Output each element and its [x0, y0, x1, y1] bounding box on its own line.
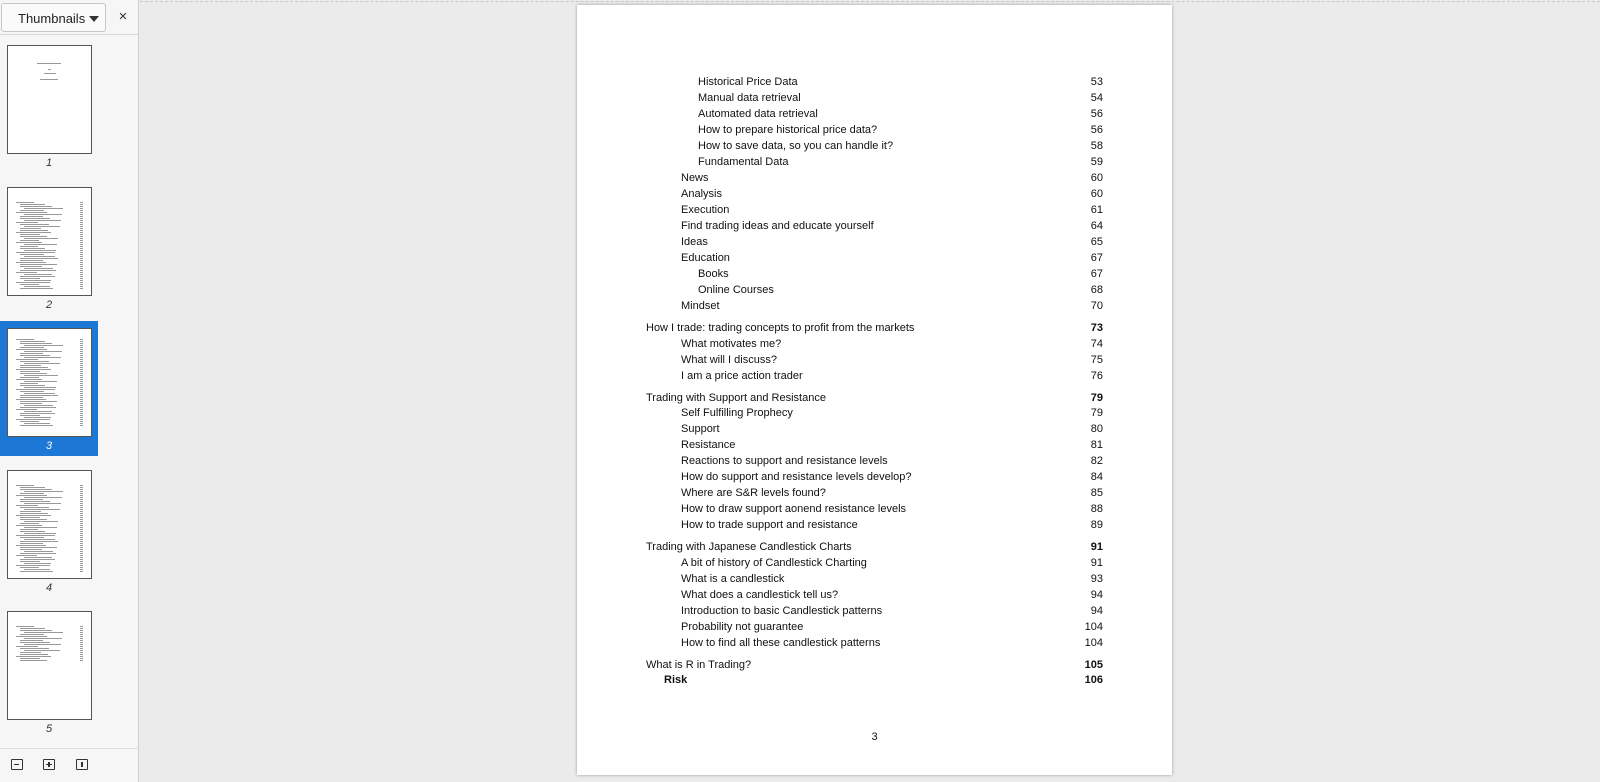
toc-entry[interactable] — [577, 674, 1172, 690]
toc-entry-title: Risk — [664, 674, 688, 686]
toc-entry-page: 94 — [1090, 604, 1103, 617]
toc-entry-page: 104 — [1084, 620, 1103, 633]
toc-entry-page: 73 — [1090, 322, 1103, 334]
thumbnail-image — [7, 611, 92, 720]
thumbnail-image — [7, 45, 92, 154]
toc-entry-page: 91 — [1090, 541, 1103, 553]
toc-entry-page: 93 — [1090, 572, 1103, 585]
toc-entry-title: Automated data retrieval — [698, 108, 818, 120]
toc-entry-title: Online Courses — [698, 284, 774, 296]
toc-entry[interactable] — [577, 188, 1172, 204]
toc-entry[interactable] — [577, 140, 1172, 156]
thumbnail-page-number: 2 — [45, 298, 53, 311]
toc-entry[interactable] — [577, 108, 1172, 124]
chevron-down-icon — [89, 16, 99, 22]
toc-entry-title: Reactions to support and resistance levels — [681, 455, 888, 467]
toc-entry[interactable] — [577, 605, 1172, 621]
toc-entry[interactable] — [577, 573, 1172, 589]
toc-entry-title: Trading with Japanese Candlestick Charts — [646, 541, 852, 553]
toc-entry[interactable] — [577, 659, 1172, 675]
thumbnail-page-number: 5 — [45, 723, 53, 735]
thumbnail-list — [0, 36, 139, 746]
toc-entry-page: 56 — [1090, 108, 1103, 120]
toc-entry-page: 65 — [1090, 236, 1103, 248]
toc-entry-page: 84 — [1090, 471, 1103, 483]
toc-entry-page: 80 — [1090, 423, 1103, 435]
toc-entry[interactable] — [577, 156, 1172, 172]
toc-entry-page: 105 — [1084, 658, 1103, 671]
toc-entry[interactable] — [577, 92, 1172, 108]
toc-entry-title: News — [681, 172, 709, 184]
document-page — [577, 5, 1172, 775]
toc-entry[interactable] — [577, 589, 1172, 605]
toc-entry-title: What motivates me? — [681, 337, 782, 350]
toc-entry-page: 79 — [1090, 407, 1103, 419]
toc-entry-title: How to find all these candlestick patterns — [681, 636, 881, 649]
toc-entry-title: Mindset — [681, 300, 720, 312]
thumbnail-page[interactable] — [0, 38, 98, 173]
toc-entry[interactable] — [577, 354, 1172, 370]
thumbnail-page[interactable] — [0, 321, 98, 456]
toc-entry-page: 59 — [1090, 156, 1103, 168]
toc-entry[interactable] — [577, 236, 1172, 252]
toc-entry-title: Education — [681, 252, 730, 264]
sidebar — [0, 0, 139, 782]
toc-entry[interactable] — [577, 621, 1172, 637]
toc-entry[interactable] — [577, 370, 1172, 386]
toc-entry[interactable] — [577, 300, 1172, 316]
sidebar-mode-label: Thumbnails — [18, 11, 86, 26]
toc-entry-title: Analysis — [681, 188, 722, 200]
toc-entry-title: What is a candlestick — [681, 572, 785, 585]
toc-entry-page: 58 — [1090, 140, 1103, 152]
toc-entry[interactable] — [577, 637, 1172, 653]
toc-entry[interactable] — [577, 439, 1172, 455]
toc-entry-title: Historical Price Data — [698, 76, 798, 88]
toc-entry-title: Find trading ideas and educate yourself — [681, 220, 874, 232]
toc-entry-page: 106 — [1084, 674, 1103, 686]
toc-entry-page: 53 — [1090, 76, 1103, 88]
thumbnail-image — [7, 470, 92, 579]
toc-entry-page: 79 — [1090, 391, 1103, 404]
toc-entry-page: 60 — [1090, 188, 1103, 200]
toc-entry-title: Resistance — [681, 439, 736, 451]
toc-entry-title: Manual data retrieval — [698, 92, 801, 104]
sidebar-header — [0, 0, 139, 35]
toc-entry[interactable] — [577, 338, 1172, 354]
sidebar-divider — [0, 748, 139, 749]
toc-entry-page: 54 — [1090, 92, 1103, 104]
toc-entry[interactable] — [577, 204, 1172, 220]
toc-entry-title: What is R in Trading? — [646, 658, 752, 671]
toc-entry[interactable] — [577, 284, 1172, 300]
toc-entry-page: 91 — [1090, 556, 1103, 569]
toc-entry-title: Where are S&R levels found? — [681, 487, 826, 499]
toc-entry-title: I am a price action trader — [681, 369, 803, 382]
toc-entry[interactable] — [577, 124, 1172, 140]
toc-entry-page: 74 — [1090, 337, 1103, 350]
toc-entry-page: 104 — [1084, 636, 1103, 649]
toc-entry-title: How I trade: trading concepts to profit from the markets — [646, 322, 915, 334]
toc-entry-page: 64 — [1090, 220, 1103, 232]
toc-entry-title: Support — [681, 423, 720, 435]
thumbnail-page-number: 1 — [45, 157, 53, 169]
toc-entry[interactable] — [577, 172, 1172, 188]
document-view[interactable] — [140, 0, 1600, 782]
toc-entry-title: Probability not guarantee — [681, 620, 804, 633]
toc-entry-page: 82 — [1090, 455, 1103, 467]
expand-all-icon[interactable] — [43, 759, 55, 770]
toc-entry-title: Trading with Support and Resistance — [646, 391, 826, 404]
toc-entry-page: 67 — [1090, 252, 1103, 264]
toc-entry-page: 56 — [1090, 124, 1103, 136]
toc-entry[interactable] — [577, 392, 1172, 408]
toc-entry[interactable] — [577, 76, 1172, 92]
toc-entry-title: How to save data, so you can handle it? — [698, 140, 894, 152]
toc-entry[interactable] — [577, 455, 1172, 471]
thumbnail-page[interactable] — [0, 463, 98, 598]
toc-entry-page: 76 — [1090, 369, 1103, 382]
toc-entry[interactable] — [577, 252, 1172, 268]
toc-entry-title: How to draw support aonend resistance levels — [681, 503, 907, 515]
thumbnail-page[interactable] — [0, 180, 98, 315]
toc-entry-page: 68 — [1090, 284, 1103, 296]
thumbnail-image — [7, 187, 92, 296]
toc-entry-page: 70 — [1090, 300, 1103, 312]
thumbnail-page-number: 3 — [45, 440, 53, 452]
toc-entry-title: Self Fulfilling Prophecy — [681, 407, 793, 419]
toc-entry[interactable] — [577, 220, 1172, 236]
toc-entry-title: What does a candlestick tell us? — [681, 588, 839, 601]
toc-entry[interactable] — [577, 471, 1172, 487]
toc-entry[interactable] — [577, 487, 1172, 503]
thumbnail-page-number: 4 — [45, 581, 53, 594]
toc-entry[interactable] — [577, 519, 1172, 535]
toc-entry-page: 94 — [1090, 588, 1103, 601]
toc-entry-title: How do support and resistance levels develop? — [681, 471, 912, 483]
toc-entry-page: 81 — [1090, 439, 1103, 451]
toc-entry-page: 88 — [1090, 503, 1103, 515]
toc-entry-title: Books — [698, 268, 729, 280]
toc-entry[interactable] — [577, 322, 1172, 338]
thumbnail-page[interactable] — [0, 604, 98, 739]
toc-entry-page: 67 — [1090, 268, 1103, 280]
toc-entry-title: How to prepare historical price data? — [698, 124, 878, 136]
toc-entry[interactable] — [577, 407, 1172, 423]
toc-entry-page: 61 — [1090, 204, 1103, 216]
toc-entry[interactable] — [577, 541, 1172, 557]
toc-entry-title: Fundamental Data — [698, 156, 789, 168]
page-number: 3 — [871, 731, 878, 743]
sidebar-mode-dropdown[interactable] — [1, 3, 106, 32]
toc-entry-page: 60 — [1090, 172, 1103, 184]
toc-entry-title: What will I discuss? — [681, 353, 777, 366]
close-sidebar-button[interactable]: × — [118, 8, 128, 25]
toc-entry[interactable] — [577, 503, 1172, 519]
toc-entry-page: 89 — [1090, 519, 1103, 531]
toc-entry[interactable] — [577, 557, 1172, 573]
toc-entry[interactable] — [577, 423, 1172, 439]
toc-entry-page: 75 — [1090, 353, 1103, 366]
toc-entry-page: 85 — [1090, 487, 1103, 499]
toc-entry-title: How to trade support and resistance — [681, 519, 858, 531]
expand-current-icon[interactable] — [76, 759, 88, 770]
toc-entry-title: Execution — [681, 204, 730, 216]
toc-entry[interactable] — [577, 268, 1172, 284]
toc-entry-title: A bit of history of Candlestick Charting — [681, 556, 867, 569]
thumbnail-image — [7, 328, 92, 437]
toc-entry-title: Ideas — [681, 236, 708, 248]
toc-entry-title: Introduction to basic Candlestick patterns — [681, 604, 883, 617]
collapse-all-icon[interactable] — [11, 759, 23, 770]
